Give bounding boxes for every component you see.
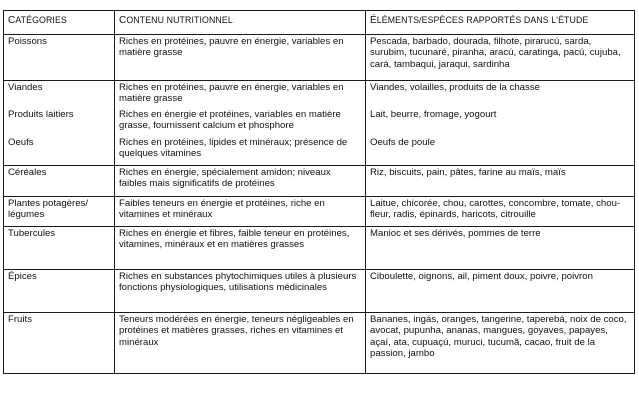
nutrition-table (3, 10, 635, 374)
items-cell: Oeufs de poule (366, 136, 635, 166)
items-cell: Lait, beurre, fromage, yogourt (366, 108, 635, 136)
category-cell: Plantes potagères/ légumes (4, 197, 115, 227)
items-cell: Ciboulette, oignons, ail, piment doux, poivre, poivron (366, 270, 635, 313)
content-cell: Riches en protéines, lipides et minéraux; présence de quelques vitamines (115, 136, 366, 166)
content-cell: Faibles teneurs en énergie et protéines, riche en vitamines et minéraux (115, 197, 366, 227)
table-row (4, 166, 635, 197)
header-categories-rest: ATÉGORIES (15, 15, 67, 25)
table-row (4, 227, 635, 270)
header-reported-items (366, 11, 635, 35)
header-content-rest: ONTENU NUTRITIONNEL (126, 15, 233, 25)
category-cell: Tubercules (4, 227, 115, 270)
items-cell: Viandes, volailles, produits de la chasse (366, 81, 635, 109)
header-content-initial: C (119, 15, 127, 26)
header-items-rest: LÉMENTS/ESPÈCES RAPPORTÉS DANS L'ÉTUDE (376, 15, 589, 25)
content-cell: Riches en protéines, pauvre en énergie, variables en matière grasse (115, 35, 366, 81)
table-row (4, 81, 635, 109)
header-nutritional-content (115, 11, 366, 35)
header-categories (4, 11, 115, 35)
table-row (4, 136, 635, 166)
table-row (4, 313, 635, 374)
items-cell: Laitue, chicorée, chou, carottes, concombre, tomate, chou-fleur, radis, épinards, haricots, citrouille (366, 197, 635, 227)
items-cell: Riz, biscuits, pain, pâtes, farine au maïs, maïs (366, 166, 635, 197)
content-cell: Teneurs modérées en énergie, teneurs négligeables en protéines et matières grasses, riches en vitamines et minéraux (115, 313, 366, 374)
header-items-initial: É (370, 15, 377, 26)
table-row (4, 35, 635, 81)
content-cell: Riches en protéines, pauvre en énergie, variables en matière grasse (115, 81, 366, 109)
category-cell: Épices (4, 270, 115, 313)
category-cell: Fruits (4, 313, 115, 374)
category-cell: Céréales (4, 166, 115, 197)
table-header-row (4, 11, 635, 35)
table-row (4, 108, 635, 136)
content-cell: Riches en substances phytochimiques utiles à plusieurs fonctions physiologiques, utilisations médicinales (115, 270, 366, 313)
items-cell: Bananes, ingás, oranges, tangerine, taperebá, noix de coco, avocat, pupunha, ananas, mangues, goyaves, papayes, açaí, ata, cupuaçú, muruci, tucumã, cacao, fruit de la passion, jambo (366, 313, 635, 374)
table-row (4, 197, 635, 227)
category-cell: Produits laitiers (4, 108, 115, 136)
category-cell: Poissons (4, 35, 115, 81)
content-cell: Riches en énergie et protéines, variables en matière grasse, fournissent calcium et phosphore (115, 108, 366, 136)
header-categories-initial: C (8, 15, 16, 26)
table-row (4, 270, 635, 313)
content-cell: Riches en énergie, spécialement amidon; niveaux faibles mais significatifs de protéines (115, 166, 366, 197)
items-cell: Pescada, barbado, dourada, filhote, pirarucú, sarda, surubim, tucunaré, piranha, aracú, caratinga, pacú, cujuba, cará, tambaqui, jaraqui, sardinha (366, 35, 635, 81)
category-cell: Oeufs (4, 136, 115, 166)
content-cell: Riches en énergie et fibres, faible teneur en protéines, vitamines, minéraux et en matières grasses (115, 227, 366, 270)
items-cell: Manioc et ses dérivés, pommes de terre (366, 227, 635, 270)
category-cell: Viandes (4, 81, 115, 109)
